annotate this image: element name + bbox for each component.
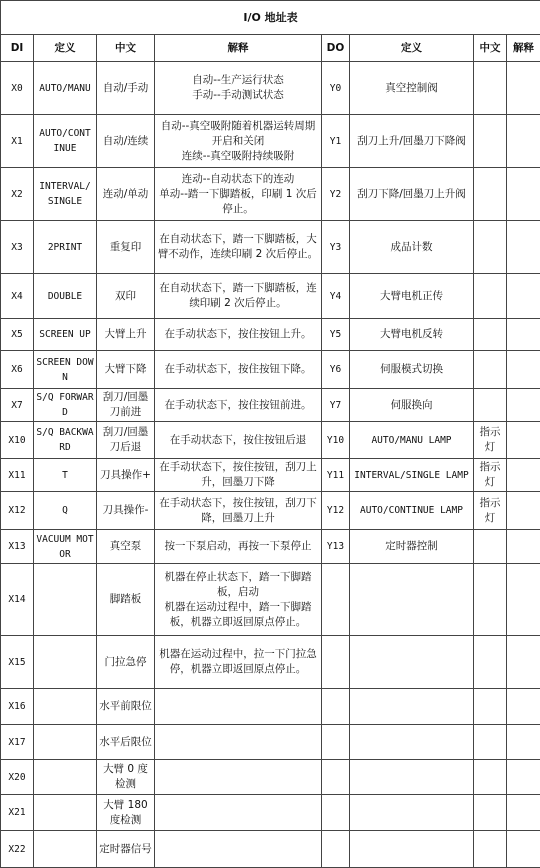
do-definition-cell: 大臂电机反转 [350,319,474,351]
do-explanation-cell [507,221,540,274]
do-definition-cell: AUTO/MANU LAMP [350,422,474,459]
explanation-line: 在手动状态下，按住按钮上升。 [157,327,319,342]
do-cell: Y11 [322,459,350,492]
table-title: I/O 地址表 [1,1,540,35]
do-explanation-cell [507,725,540,760]
do-chinese-cell [474,221,507,274]
do-explanation-cell [507,492,540,530]
do-definition-cell: 刮刀下降/回墨刀上升阀 [350,168,474,221]
do-explanation-cell [507,831,540,868]
do-explanation-cell [507,564,540,636]
do-definition-cell: INTERVAL/SINGLE LAMP [350,459,474,492]
do-cell: Y4 [322,274,350,319]
di-cell: X5 [1,319,34,351]
do-cell [322,689,350,725]
di-cell: X11 [1,459,34,492]
di-cell: X17 [1,725,34,760]
explanation-cell [155,274,322,319]
do-explanation-cell [507,274,540,319]
explanation-cell [155,564,322,636]
do-chinese-cell [474,389,507,422]
explanation-cell [155,725,322,760]
explanation-cell [155,319,322,351]
do-chinese-cell [474,636,507,689]
header-definition: 定义 [34,35,97,62]
table-row [1,636,540,689]
explanation-line: 在手动状态下，按住按钮下降。 [157,362,319,377]
explanation-line: 机器在停止状态下，踏一下脚踏板，启动 [157,570,319,600]
explanation-cell [155,62,322,115]
do-explanation-cell [507,459,540,492]
explanation-line: 机器在运动过程中，踏一下脚踏板，机器立即返回原点停止。 [157,600,319,630]
do-explanation-cell [507,689,540,725]
do-cell: Y13 [322,530,350,564]
do-cell: Y10 [322,422,350,459]
di-cell: X4 [1,274,34,319]
chinese-cell: 刀具操作- [97,492,155,530]
table-row [1,274,540,319]
explanation-line: 连动--自动状态下的连动 [157,172,319,187]
chinese-cell: 连动/单动 [97,168,155,221]
chinese-cell: 大臂 180 度检测 [97,795,155,831]
do-chinese-cell [474,62,507,115]
header-do-explanation: 解释 [507,35,540,62]
do-chinese-cell [474,760,507,795]
explanation-cell [155,760,322,795]
definition-cell: VACUUM MOTOR [34,530,97,564]
di-cell: X13 [1,530,34,564]
do-definition-cell [350,725,474,760]
explanation-cell [155,492,322,530]
definition-cell [34,689,97,725]
do-cell [322,760,350,795]
explanation-cell [155,389,322,422]
di-cell: X7 [1,389,34,422]
table-row [1,459,540,492]
di-cell: X12 [1,492,34,530]
do-definition-cell [350,760,474,795]
chinese-cell: 大臂上升 [97,319,155,351]
explanation-line: 在自动状态下，踏一下脚踏板，连续印刷 2 次后停止。 [157,281,319,311]
do-definition-cell [350,831,474,868]
explanation-line: 单动--踏一下脚踏板，印刷 1 次后停止。 [157,187,319,217]
chinese-cell: 水平前限位 [97,689,155,725]
explanation-line: 在自动状态下，踏一下脚踏板，大臂不动作，连续印刷 2 次后停止。 [157,232,319,262]
do-cell: Y3 [322,221,350,274]
di-cell: X0 [1,62,34,115]
explanation-cell [155,351,322,389]
explanation-cell [155,689,322,725]
do-cell [322,636,350,689]
do-definition-cell: 刮刀上升/回墨刀下降阀 [350,115,474,168]
chinese-cell: 真空泵 [97,530,155,564]
di-cell: X16 [1,689,34,725]
do-chinese-cell [474,795,507,831]
do-cell: Y5 [322,319,350,351]
do-cell: Y12 [322,492,350,530]
di-cell: X15 [1,636,34,689]
explanation-cell [155,221,322,274]
definition-cell: T [34,459,97,492]
do-cell: Y2 [322,168,350,221]
do-chinese-cell [474,319,507,351]
chinese-cell: 大臂下降 [97,351,155,389]
do-chinese-cell [474,351,507,389]
table-row [1,760,540,795]
chinese-cell: 刮刀/回墨刀后退 [97,422,155,459]
do-definition-cell [350,689,474,725]
do-cell: Y7 [322,389,350,422]
table-row [1,530,540,564]
do-explanation-cell [507,351,540,389]
do-cell: Y0 [322,62,350,115]
explanation-line: 在手动状态下，按住按钮，刮刀下降，回墨刀上升 [157,496,319,526]
do-chinese-cell [474,274,507,319]
do-definition-cell: 真空控制阀 [350,62,474,115]
do-explanation-cell [507,319,540,351]
explanation-line: 自动--生产运行状态 [157,73,319,88]
table-row [1,564,540,636]
do-cell: Y6 [322,351,350,389]
table-row [1,351,540,389]
header-explanation: 解释 [155,35,322,62]
do-cell [322,831,350,868]
di-cell: X6 [1,351,34,389]
do-definition-cell: 定时器控制 [350,530,474,564]
di-cell: X21 [1,795,34,831]
definition-cell [34,831,97,868]
do-explanation-cell [507,422,540,459]
explanation-line: 在手动状态下，按住按钮后退 [157,433,319,448]
chinese-cell: 刀具操作+ [97,459,155,492]
do-chinese-cell [474,725,507,760]
do-cell [322,564,350,636]
definition-cell: SCREEN UP [34,319,97,351]
definition-cell: 2PRINT [34,221,97,274]
table-row [1,422,540,459]
definition-cell: SCREEN DOWN [34,351,97,389]
explanation-cell [155,795,322,831]
do-explanation-cell [507,795,540,831]
explanation-cell [155,422,322,459]
di-cell: X22 [1,831,34,868]
chinese-cell: 刮刀/回墨刀前进 [97,389,155,422]
definition-cell [34,564,97,636]
explanation-cell [155,831,322,868]
do-definition-cell [350,636,474,689]
di-cell: X3 [1,221,34,274]
do-explanation-cell [507,62,540,115]
explanation-cell [155,168,322,221]
table-row [1,689,540,725]
do-cell [322,725,350,760]
definition-cell [34,636,97,689]
do-chinese-cell [474,564,507,636]
table-row [1,62,540,115]
explanation-line: 在手动状态下，按住按钮，刮刀上升，回墨刀下降 [157,460,319,490]
do-definition-cell: 成品计数 [350,221,474,274]
definition-cell: AUTO/CONT INUE [34,115,97,168]
table-row [1,492,540,530]
do-chinese-cell: 指示灯 [474,492,507,530]
definition-cell: DOUBLE [34,274,97,319]
header-chinese: 中文 [97,35,155,62]
do-definition-cell [350,564,474,636]
do-explanation-cell [507,760,540,795]
definition-cell [34,760,97,795]
chinese-cell: 定时器信号 [97,831,155,868]
di-cell: X1 [1,115,34,168]
chinese-cell: 自动/手动 [97,62,155,115]
do-chinese-cell [474,115,507,168]
table-row [1,319,540,351]
di-cell: X20 [1,760,34,795]
table-row [1,168,540,221]
do-definition-cell: 伺服模式切换 [350,351,474,389]
table-row [1,115,540,168]
definition-cell: S/Q BACKWARD [34,422,97,459]
explanation-line: 连续--真空吸附持续吸附 [157,149,319,164]
do-chinese-cell [474,831,507,868]
do-explanation-cell [507,530,540,564]
chinese-cell: 双印 [97,274,155,319]
di-cell: X10 [1,422,34,459]
do-definition-cell: 大臂电机正传 [350,274,474,319]
do-definition-cell: 伺服换向 [350,389,474,422]
do-chinese-cell [474,689,507,725]
table-row [1,795,540,831]
do-explanation-cell [507,168,540,221]
definition-cell [34,795,97,831]
chinese-cell: 重复印 [97,221,155,274]
do-explanation-cell [507,115,540,168]
chinese-cell: 水平后限位 [97,725,155,760]
do-cell [322,795,350,831]
table-row [1,221,540,274]
definition-cell [34,725,97,760]
chinese-cell: 门拉急停 [97,636,155,689]
do-cell: Y1 [322,115,350,168]
di-cell: X2 [1,168,34,221]
do-definition-cell [350,795,474,831]
explanation-cell [155,115,322,168]
definition-cell: INTERVAL/ SINGLE [34,168,97,221]
table-row [1,389,540,422]
do-chinese-cell: 指示灯 [474,422,507,459]
header-do-chinese: 中文 [474,35,507,62]
do-chinese-cell [474,530,507,564]
header-do: DO [322,35,350,62]
table-row [1,725,540,760]
table-row [1,831,540,868]
do-explanation-cell [507,636,540,689]
explanation-line: 按一下泵启动，再按一下泵停止 [157,539,319,554]
table-body [1,62,540,868]
explanation-cell [155,530,322,564]
do-explanation-cell [507,389,540,422]
explanation-cell [155,636,322,689]
definition-cell: Q [34,492,97,530]
definition-cell: S/Q FORWARD [34,389,97,422]
chinese-cell: 脚踏板 [97,564,155,636]
chinese-cell: 自动/连续 [97,115,155,168]
do-chinese-cell: 指示灯 [474,459,507,492]
explanation-line: 在手动状态下，按住按钮前进。 [157,398,319,413]
di-cell: X14 [1,564,34,636]
explanation-cell [155,459,322,492]
do-chinese-cell [474,168,507,221]
do-definition-cell: AUTO/CONTINUE LAMP [350,492,474,530]
chinese-cell: 大臂 0 度检测 [97,760,155,795]
header-di: DI [1,35,34,62]
header-do-definition: 定义 [350,35,474,62]
definition-cell: AUTO/MANU [34,62,97,115]
explanation-line: 自动--真空吸附随着机器运转周期开启和关闭 [157,119,319,149]
explanation-line: 手动--手动测试状态 [157,88,319,103]
explanation-line: 机器在运动过程中，拉一下门拉急停，机器立即返回原点停止。 [157,647,319,677]
